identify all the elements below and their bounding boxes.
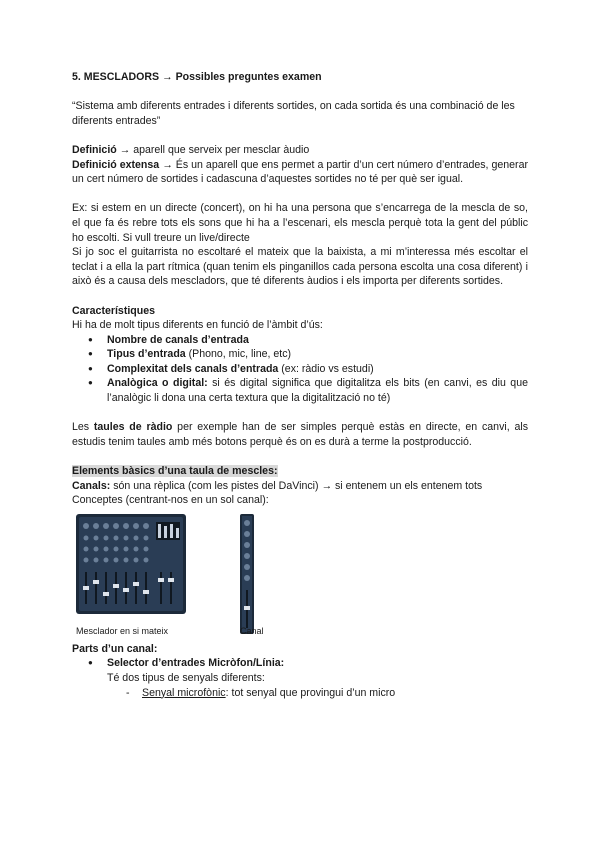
channel-parts-list (72, 656, 528, 671)
extended-definition-label: Definició extensa (72, 158, 160, 171)
elements-heading: Elements bàsics d’una taula de mescles: (72, 465, 278, 478)
figures-row (72, 514, 528, 642)
signal-types-text: Té dos tipus de senyals diferents: (107, 672, 265, 684)
channels-paragraph: Canals: són una rèplica (com les pistes del DaVinci) → si entenem un els entenem tots Conceptes (centrant-nos en un sol canal): (72, 479, 483, 507)
characteristics-list (72, 333, 528, 406)
list-item: ● Nombre de canals d’entrada (72, 333, 528, 348)
list-item: ● Tipus d’entrada (Phono, mic, line, etc) (72, 347, 528, 362)
characteristics-heading: Característiques (72, 304, 156, 317)
dash-item: - Senyal microfònic: tot senyal que provingui d’un micro (126, 686, 396, 699)
channel-parts-heading: Parts d’un canal: (72, 642, 158, 655)
characteristics-intro: Hi ha de molt tipus diferents en funció de l’àmbit d’ús: (72, 319, 323, 332)
section-title: 5. MESCLADORS → Possibles preguntes examen (72, 71, 322, 83)
channel-caption: Canal (240, 625, 264, 636)
definition-text: → aparell que serveix per mesclar àudio (116, 143, 310, 156)
definition (72, 143, 528, 158)
list-item: ● Selector d’entrades Micròfon/Línia: (72, 656, 528, 671)
document-content (72, 70, 528, 700)
example-paragraph-2: Si jo soc el guitarrista no escoltaré el mateix que la baixista, a mi m’interessa més escoltar el teclat i a ella la part rítmica (quan tenim els pinganillos cada persona escolta una cosa diferent) i això és a causa dels mescladors, que té diferents àudios i els importa per diferents sortides. (72, 246, 528, 288)
mixer-caption: Mesclador en si mateix (76, 625, 169, 636)
extended-definition-text: → És un aparell que ens permet a partir d’un cert número d’entrades, generar un cert número de sortides i cadascuna d’aquestes sortides no té per què ser igual. (72, 158, 529, 186)
list-item: ● Analògica o digital: si és digital significa que digitalitza els bits (en canvi, es diu que l’analògic li dona una certa textura que la digitalització no té) (72, 376, 528, 405)
definition-label: Definició (72, 143, 117, 156)
radio-tables-paragraph: Les taules de ràdio per exemple han de ser simples perquè estàs en directe, en canvi, als estudis tenim taules amb més botons perquè és on es durà a terme la postproducció. (72, 421, 529, 448)
quote: “Sistema amb diferents entrades i diferents sortides, on cada sortida és una combinació de les diferents entrades” (72, 100, 515, 127)
extended-definition (72, 158, 528, 187)
example-paragraph-1: Ex: si estem en un directe (concert), on hi ha una persona que s’encarrega de la mescla de so, el que fa és rebre tots els sons que hi ha a l’escenari, els mescla perquè tota la gent del públic ho escolti. Si vull treure un live/directe (72, 202, 528, 244)
list-item: ● Complexitat dels canals d’entrada (ex: ràdio vs estudi) (72, 362, 528, 377)
channel-strip-image (240, 514, 254, 634)
mixer-image (76, 514, 186, 614)
